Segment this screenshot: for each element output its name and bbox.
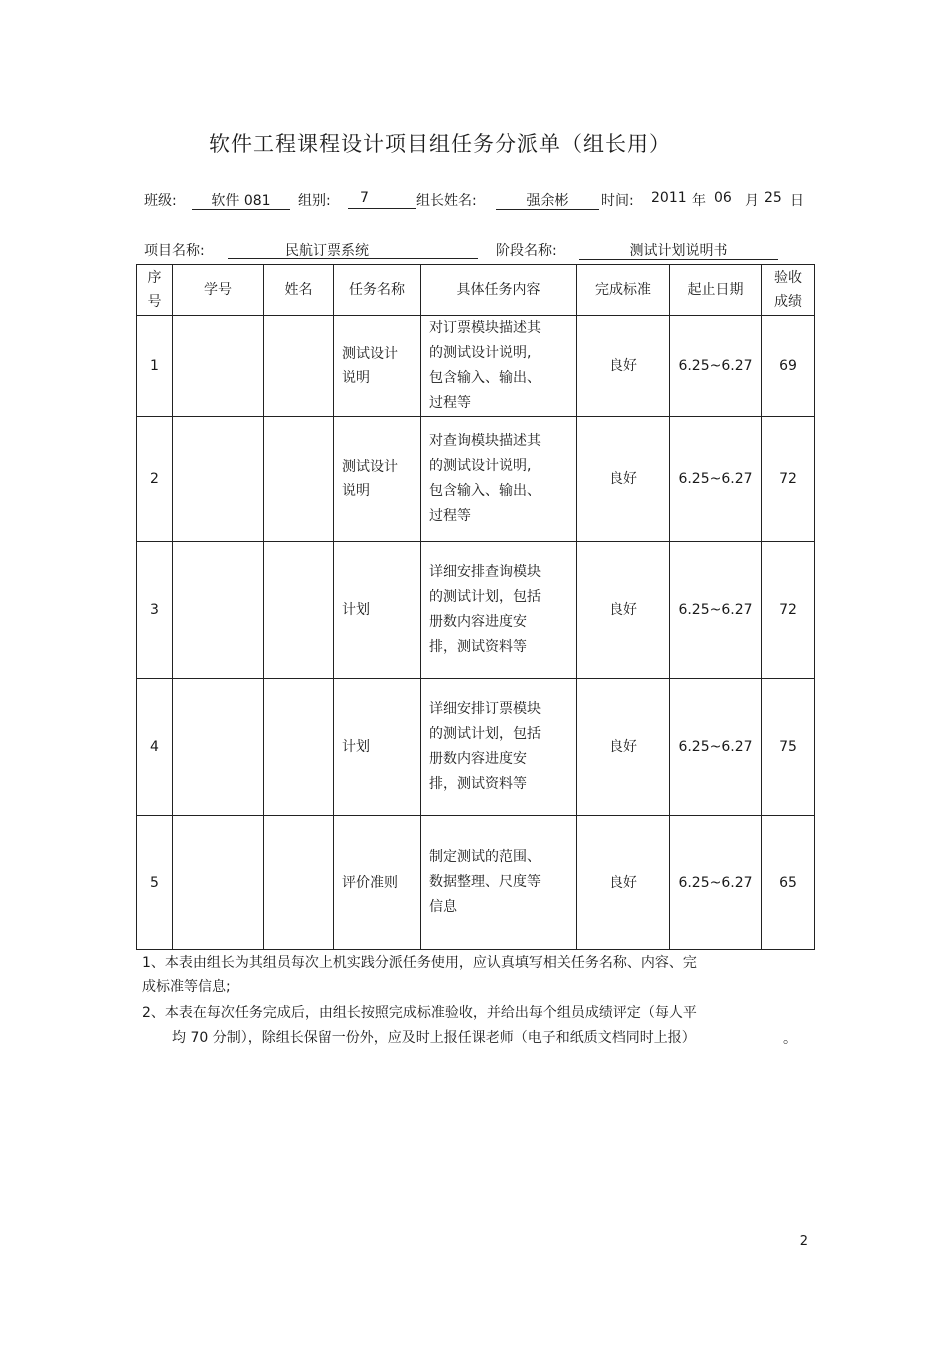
table-header-row (137, 265, 815, 316)
table-row (137, 316, 815, 417)
note-2-end-mark: 。 (783, 1031, 797, 1047)
cell-student-id (173, 316, 264, 417)
cell-dates: 6.25~6.27 (670, 816, 762, 950)
project-value: 民航订票系统 (228, 240, 478, 259)
task-table (136, 264, 815, 950)
cell-name (264, 542, 334, 679)
table-row (137, 417, 815, 542)
page-title: 软件工程课程设计项目组任务分派单（组长用） (209, 132, 671, 156)
cell-dates: 6.25~6.27 (670, 542, 762, 679)
table-row (137, 542, 815, 679)
page-number: 2 (799, 1234, 808, 1249)
group-value: 7 (348, 190, 416, 209)
header-dates: 起止日期 (670, 265, 762, 316)
cell-standard: 良好 (577, 679, 670, 816)
cell-name (264, 679, 334, 816)
cell-seq: 1 (137, 316, 173, 417)
stage-label: 阶段名称: (496, 243, 557, 259)
cell-task-name: 计划 (334, 542, 421, 679)
stage-value: 测试计划说明书 (579, 240, 778, 260)
header-seq: 序 号 (137, 265, 173, 316)
table-row (137, 679, 815, 816)
leader-value: 强余彬 (496, 190, 599, 210)
cell-detail: 对查询模块描述其 的测试设计说明, 包含输入、输出、 过程等 (421, 417, 577, 542)
day-value: 25 (764, 190, 782, 206)
cell-standard: 良好 (577, 316, 670, 417)
header-student-id: 学号 (173, 265, 264, 316)
note-1-line-1: 1、本表由组长为其组员每次上机实践分派任务使用，应认真填写相关任务名称、内容、完 (142, 955, 697, 971)
cell-detail: 制定测试的范围、 数据整理、尺度等 信息 (421, 816, 577, 950)
note-2-line-2: 均 70 分制），除组长保留一份外，应及时上报任课老师（电子和纸质文档同时上报） (172, 1030, 696, 1046)
header-task-name: 任务名称 (334, 265, 421, 316)
cell-score: 72 (762, 417, 815, 542)
year-value: 2011 (651, 190, 687, 206)
cell-seq: 2 (137, 417, 173, 542)
cell-score: 65 (762, 816, 815, 950)
month-value: 06 (714, 190, 732, 206)
cell-name (264, 316, 334, 417)
cell-student-id (173, 816, 264, 950)
year-unit: 年 (692, 193, 706, 209)
cell-dates: 6.25~6.27 (670, 417, 762, 542)
cell-student-id (173, 679, 264, 816)
cell-detail: 详细安排查询模块 的测试计划，包括 册数内容进度安 排，测试资料等 (421, 542, 577, 679)
cell-standard: 良好 (577, 816, 670, 950)
time-label: 时间: (601, 193, 634, 209)
day-unit: 日 (790, 193, 804, 209)
cell-student-id (173, 542, 264, 679)
cell-seq: 3 (137, 542, 173, 679)
cell-score: 69 (762, 316, 815, 417)
header-standard: 完成标准 (577, 265, 670, 316)
header-detail: 具体任务内容 (421, 265, 577, 316)
table-row (137, 816, 815, 950)
note-2-line-1: 2、本表在每次任务完成后，由组长按照完成标准验收，并给出每个组员成绩评定（每人平 (142, 1005, 697, 1021)
cell-seq: 4 (137, 679, 173, 816)
cell-standard: 良好 (577, 542, 670, 679)
cell-dates: 6.25~6.27 (670, 679, 762, 816)
leader-label: 组长姓名: (416, 193, 477, 209)
cell-student-id (173, 417, 264, 542)
class-label: 班级: (144, 193, 177, 209)
cell-task-name: 测试设计 说明 (334, 316, 421, 417)
header-name: 姓名 (264, 265, 334, 316)
cell-task-name: 评价准则 (334, 816, 421, 950)
cell-name (264, 417, 334, 542)
note-1-line-2: 成标准等信息; (142, 979, 231, 995)
cell-dates: 6.25~6.27 (670, 316, 762, 417)
cell-standard: 良好 (577, 417, 670, 542)
cell-task-name: 计划 (334, 679, 421, 816)
cell-score: 72 (762, 542, 815, 679)
cell-name (264, 816, 334, 950)
header-score: 验收 成绩 (762, 265, 815, 316)
project-label: 项目名称: (144, 243, 205, 259)
class-value: 软件 081 (192, 190, 290, 210)
cell-task-name: 测试设计 说明 (334, 417, 421, 542)
group-label: 组别: (298, 193, 331, 209)
cell-detail: 详细安排订票模块 的测试计划，包括 册数内容进度安 排，测试资料等 (421, 679, 577, 816)
month-unit: 月 (745, 193, 759, 209)
cell-detail: 对订票模块描述其 的测试设计说明, 包含输入、输出、 过程等 (421, 316, 577, 417)
cell-score: 75 (762, 679, 815, 816)
cell-seq: 5 (137, 816, 173, 950)
